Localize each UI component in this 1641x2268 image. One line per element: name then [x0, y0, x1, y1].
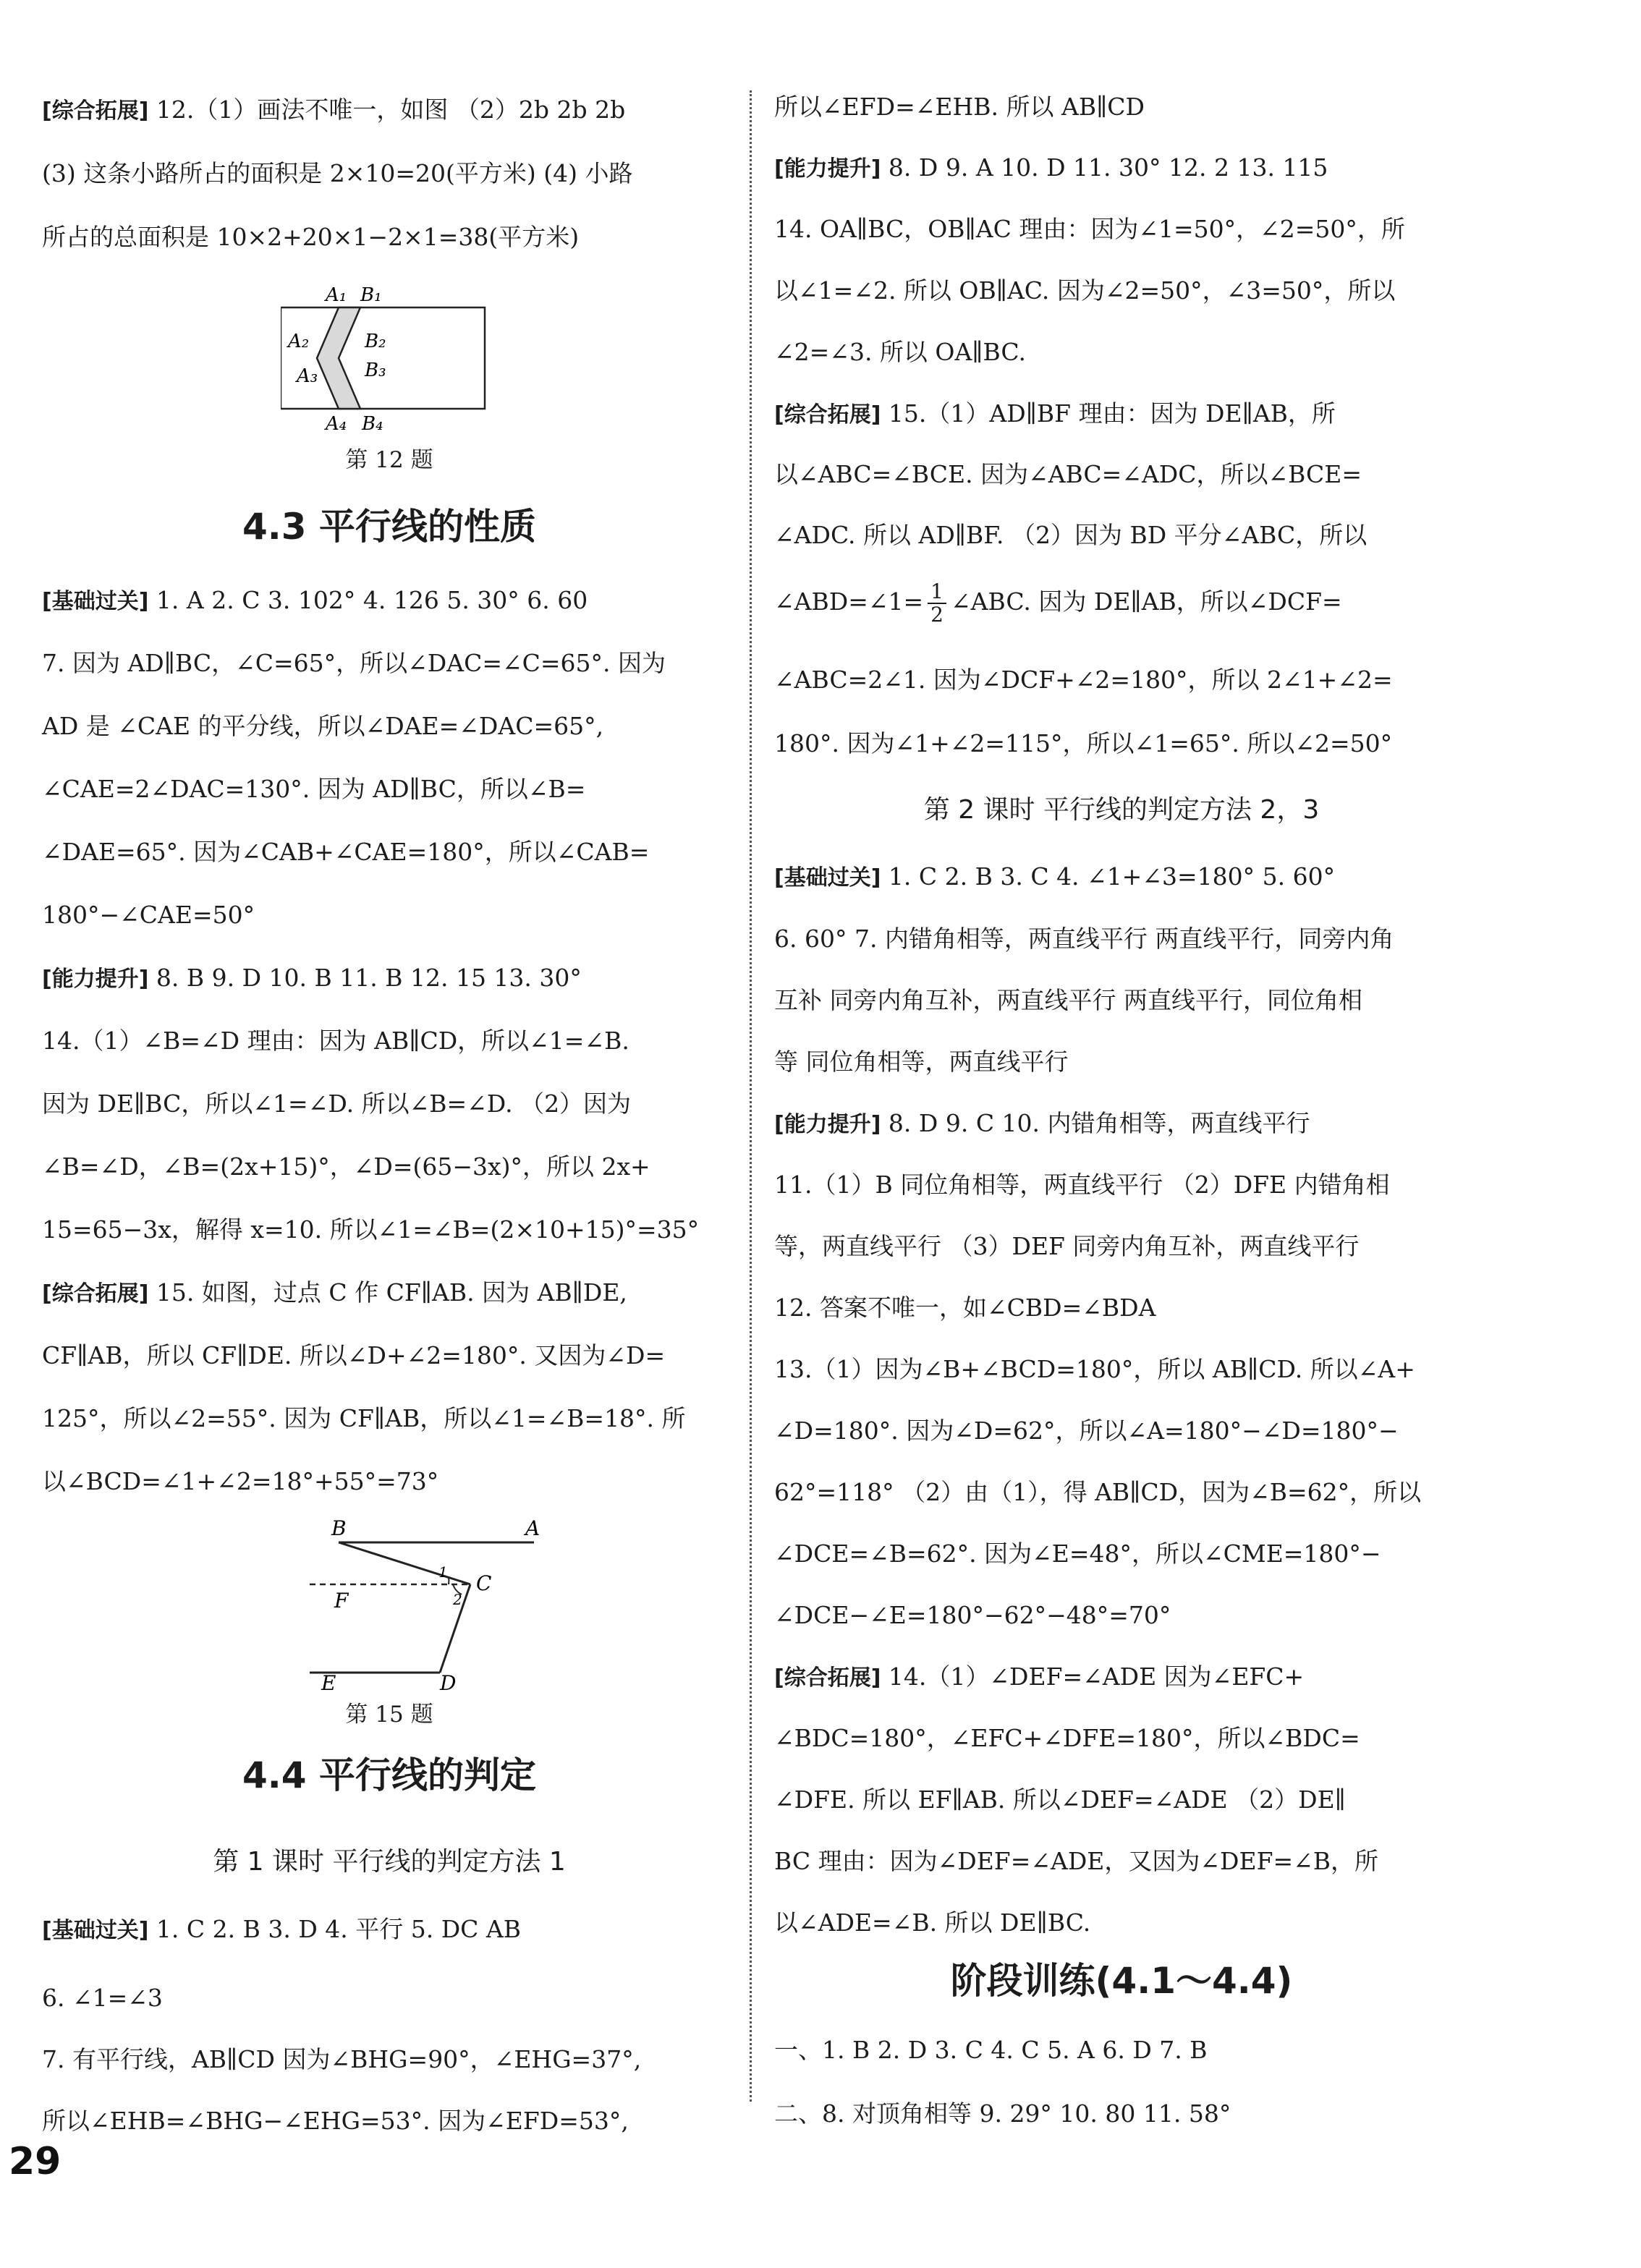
figure-15-caption: 第 15 题 — [345, 1702, 433, 1728]
answer-line: [基础过关] 1. C 2. B 3. D 4. 平行 5. DC AB — [42, 1915, 521, 1943]
answer-line: 11.（1）B 同位角相等，两直线平行 （2）DFE 内错角相 — [774, 1171, 1390, 1199]
answer-line: 所占的总面积是 10×2+20×1−2×1=38(平方米) — [42, 223, 580, 251]
fig15-label-2: 2 — [453, 1591, 462, 1608]
figure-12 — [281, 275, 498, 441]
answer-line: ∠DAE=65°. 因为∠CAB+∠CAE=180°，所以∠CAB= — [42, 838, 650, 866]
column-divider — [750, 90, 752, 2102]
fig15-label-f: F — [334, 1589, 349, 1613]
answer-line: CF∥AB，所以 CF∥DE. 所以∠D+∠2=180°. 又因为∠D= — [42, 1341, 666, 1369]
fig15-label-c: C — [476, 1571, 492, 1595]
answer-line: 12. 答案不唯一，如∠CBD=∠BDA — [774, 1294, 1156, 1322]
fig12-label-b4: B₄ — [362, 413, 383, 435]
fig15-label-e: E — [321, 1671, 336, 1695]
answer-line: 15=65−3x，解得 x=10. 所以∠1=∠B=(2×10+15)°=35° — [42, 1215, 700, 1244]
answer-line: ∠DCE−∠E=180°−62°−48°=70° — [774, 1601, 1171, 1629]
answer-line: BC 理由：因为∠DEF=∠ADE，又因为∠DEF=∠B，所 — [774, 1847, 1379, 1875]
fig12-label-a1: A₁ — [326, 284, 347, 306]
fig12-label-a3: A₃ — [297, 365, 318, 387]
fig12-label-b1: B₁ — [360, 284, 382, 306]
fraction-one-half: $\frac{1}{2}$ — [928, 581, 946, 626]
answer-line: [能力提升] 8. D 9. A 10. D 11. 30° 12. 2 13. 115 — [774, 153, 1328, 182]
answer-line: 14.（1）∠B=∠D 理由：因为 AB∥CD，所以∠1=∠B. — [42, 1027, 629, 1055]
answer-line: 所以∠EFD=∠EHB. 所以 AB∥CD — [774, 93, 1145, 121]
answer-line: 所以∠EHB=∠BHG−∠EHG=53°. 因为∠EFD=53°, — [42, 2107, 629, 2135]
answer-line: ∠DFE. 所以 EF∥AB. 所以∠DEF=∠ADE （2）DE∥ — [774, 1785, 1346, 1814]
answer-line: 以∠ABC=∠BCE. 因为∠ABC=∠ADC，所以∠BCE= — [774, 460, 1362, 488]
answer-line: 等，两直线平行 （3）DEF 同旁内角互补，两直线平行 — [774, 1232, 1360, 1260]
answer-line: ∠D=180°. 因为∠D=62°，所以∠A=180°−∠D=180°− — [774, 1417, 1399, 1445]
answer-line: 13.（1）因为∠B+∠BCD=180°，所以 AB∥CD. 所以∠A+ — [774, 1355, 1415, 1383]
fig15-label-b: B — [331, 1516, 347, 1540]
answer-line: 因为 DE∥BC，所以∠1=∠D. 所以∠B=∠D. （2）因为 — [42, 1090, 632, 1118]
answer-line: [综合拓展] 12.（1）画法不唯一，如图 （2）2b 2b 2b — [42, 95, 626, 124]
answer-line: ∠B=∠D，∠B=(2x+15)°，∠D=(65−3x)°，所以 2x+ — [42, 1152, 650, 1181]
answer-line: 等 同位角相等，两直线平行 — [774, 1048, 1069, 1076]
figure-15 — [281, 1512, 556, 1700]
figure-12-caption: 第 12 题 — [345, 447, 433, 473]
answer-line: 180°−∠CAE=50° — [42, 901, 255, 929]
answer-line: (3) 这条小路所占的面积是 2×10=20(平方米) (4) 小路 — [42, 159, 633, 187]
answer-line: ∠ABD=∠1= $\frac{1}{2}$ ∠ABC. 因为 DE∥AB，所以∠DCF= — [774, 579, 1342, 627]
answer-line: ∠2=∠3. 所以 OA∥BC. — [774, 338, 1026, 366]
answer-line: [综合拓展] 14.（1）∠DEF=∠ADE 因为∠EFC+ — [774, 1662, 1305, 1691]
answer-line: ∠DCE=∠B=62°. 因为∠E=48°，所以∠CME=180°− — [774, 1539, 1381, 1568]
answer-line: 7. 因为 AD∥BC，∠C=65°，所以∠DAC=∠C=65°. 因为 — [42, 649, 666, 677]
section-heading-4-3: 4.3 平行线的性质 — [242, 506, 536, 548]
answer-line: AD 是 ∠CAE 的平分线，所以∠DAE=∠DAC=65°, — [42, 712, 604, 740]
answer-line: [基础过关] 1. A 2. C 3. 102° 4. 126 5. 30° 6. 60 — [42, 586, 588, 614]
fig15-label-a: A — [525, 1516, 540, 1540]
fig12-label-b3: B₃ — [365, 360, 386, 381]
page-number: 29 — [9, 2140, 62, 2183]
answer-line: 6. 60° 7. 内错角相等，两直线平行 两直线平行，同旁内角 — [774, 925, 1394, 953]
answer-line: 一、1. B 2. D 3. C 4. C 5. A 6. D 7. B — [774, 2036, 1208, 2064]
fig15-label-1: 1 — [438, 1563, 448, 1581]
answer-line: 180°. 因为∠1+∠2=115°，所以∠1=65°. 所以∠2=50° — [774, 729, 1393, 757]
lesson-heading-1: 第 1 课时 平行线的判定方法 1 — [213, 1847, 566, 1877]
answer-line: 62°=118° （2）由（1），得 AB∥CD，因为∠B=62°，所以 — [774, 1478, 1422, 1506]
fig12-label-a4: A₄ — [326, 413, 347, 435]
section-heading-stage-training: 阶段训练(4.1～4.4) — [950, 1960, 1293, 2002]
answer-line: ∠ABC=2∠1. 因为∠DCF+∠2=180°，所以 2∠1+∠2= — [774, 666, 1393, 694]
answer-line: [综合拓展] 15.（1）AD∥BF 理由：因为 DE∥AB，所 — [774, 399, 1336, 428]
answer-line: [基础过关] 1. C 2. B 3. C 4. ∠1+∠3=180° 5. 60° — [774, 862, 1336, 891]
answer-line: 6. ∠1=∠3 — [42, 1984, 163, 2012]
answer-line: ∠BDC=180°，∠EFC+∠DFE=180°，所以∠BDC= — [774, 1724, 1360, 1752]
fig15-label-d: D — [440, 1671, 457, 1695]
answer-line: 二、8. 对顶角相等 9. 29° 10. 80 11. 58° — [774, 2099, 1231, 2128]
answer-line: 7. 有平行线，AB∥CD 因为∠BHG=90°，∠EHG=37°, — [42, 2045, 642, 2073]
answer-line: [综合拓展] 15. 如图，过点 C 作 CF∥AB. 因为 AB∥DE, — [42, 1278, 627, 1307]
answer-line: [能力提升] 8. D 9. C 10. 内错角相等，两直线平行 — [774, 1109, 1310, 1137]
answer-line: 125°，所以∠2=55°. 因为 CF∥AB，所以∠1=∠B=18°. 所 — [42, 1404, 686, 1432]
answer-line: 14. OA∥BC，OB∥AC 理由：因为∠1=50°，∠2=50°，所 — [774, 215, 1405, 243]
answer-line: 以∠ADE=∠B. 所以 DE∥BC. — [774, 1908, 1091, 1937]
lesson-heading-2: 第 2 课时 平行线的判定方法 2，3 — [923, 795, 1320, 825]
answer-line: 以∠BCD=∠1+∠2=18°+55°=73° — [42, 1467, 439, 1495]
fig12-label-b2: B₂ — [365, 331, 386, 352]
section-heading-4-4: 4.4 平行线的判定 — [242, 1754, 536, 1796]
fig12-label-a2: A₂ — [288, 331, 310, 352]
answer-line: 以∠1=∠2. 所以 OB∥AC. 因为∠2=50°，∠3=50°，所以 — [774, 276, 1396, 305]
answer-line: ∠CAE=2∠DAC=130°. 因为 AD∥BC，所以∠B= — [42, 775, 586, 803]
answer-line: [能力提升] 8. B 9. D 10. B 11. B 12. 15 13. 30° — [42, 964, 582, 992]
answer-line: ∠ADC. 所以 AD∥BF. （2）因为 BD 平分∠ABC，所以 — [774, 521, 1368, 549]
answer-line: 互补 同旁内角互补，两直线平行 两直线平行，同位角相 — [774, 986, 1362, 1014]
